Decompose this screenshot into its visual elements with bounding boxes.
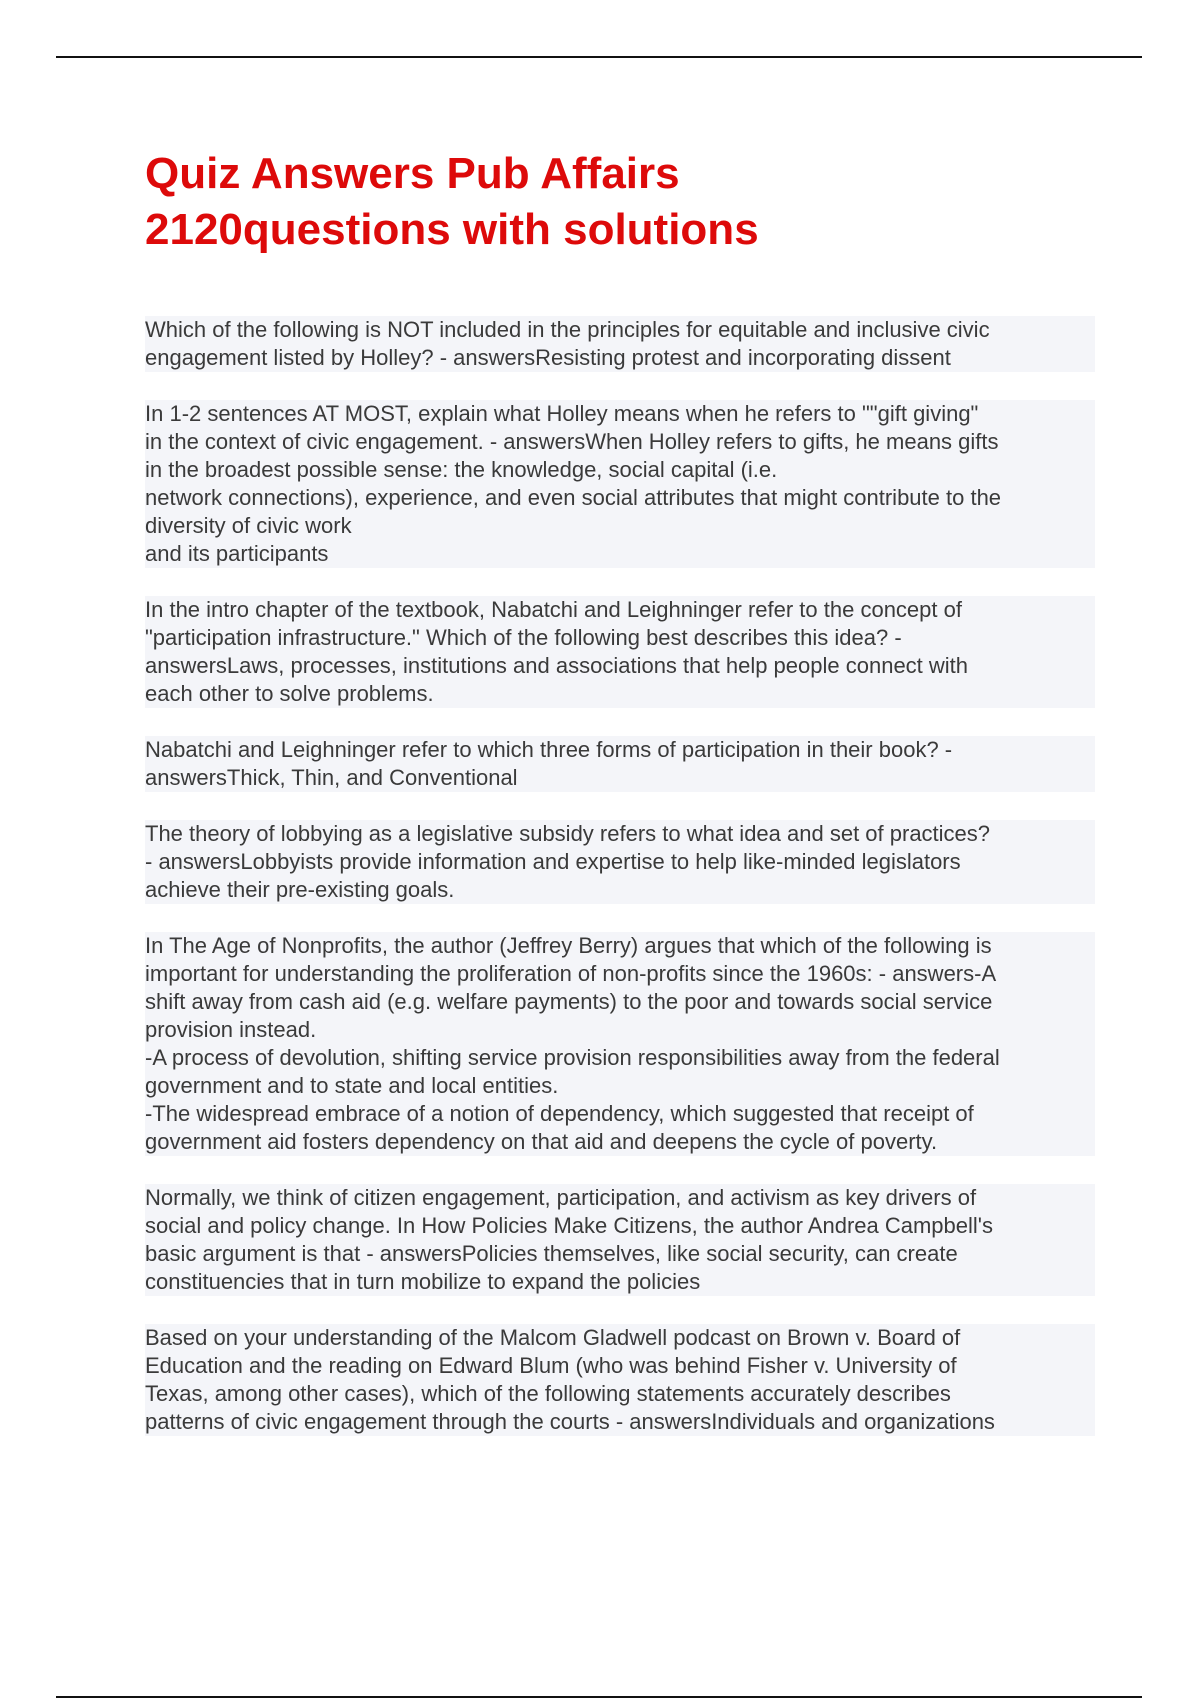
qa-list — [145, 316, 1095, 1436]
qa-line: government and to state and local entities. — [145, 1072, 1095, 1100]
qa-line: achieve their pre-existing goals. — [145, 876, 1095, 904]
qa-line: network connections), experience, and even social attributes that might contribute to the — [145, 484, 1095, 512]
qa-line: "participation infrastructure." Which of the following best describes this idea? - — [145, 624, 1095, 652]
qa-line: Which of the following is NOT included in the principles for equitable and inclusive civic — [145, 316, 1095, 344]
qa-line: In the intro chapter of the textbook, Nabatchi and Leighninger refer to the concept of — [145, 596, 1095, 624]
qa-line: Normally, we think of citizen engagement, participation, and activism as key drivers of — [145, 1184, 1095, 1212]
qa-item — [145, 596, 1095, 708]
qa-line: answersLaws, processes, institutions and associations that help people connect with — [145, 652, 1095, 680]
qa-line: shift away from cash aid (e.g. welfare payments) to the poor and towards social service — [145, 988, 1095, 1016]
qa-item — [145, 1324, 1095, 1436]
qa-line: in the context of civic engagement. - answersWhen Holley refers to gifts, he means gifts — [145, 428, 1095, 456]
qa-line: provision instead. — [145, 1016, 1095, 1044]
qa-line: Nabatchi and Leighninger refer to which three forms of participation in their book? - — [145, 736, 1095, 764]
qa-item — [145, 820, 1095, 904]
qa-line: In 1-2 sentences AT MOST, explain what Holley means when he refers to ""gift giving" — [145, 400, 1095, 428]
document-title — [145, 146, 1095, 258]
qa-line: and its participants — [145, 540, 1095, 568]
qa-line: diversity of civic work — [145, 512, 1095, 540]
qa-line: -A process of devolution, shifting service provision responsibilities away from the federal — [145, 1044, 1095, 1072]
qa-line: social and policy change. In How Policies Make Citizens, the author Andrea Campbell's — [145, 1212, 1095, 1240]
qa-line: patterns of civic engagement through the courts - answersIndividuals and organizations — [145, 1408, 1095, 1436]
qa-line: in the broadest possible sense: the knowledge, social capital (i.e. — [145, 456, 1095, 484]
qa-item — [145, 736, 1095, 792]
qa-line: In The Age of Nonprofits, the author (Jeffrey Berry) argues that which of the following is — [145, 932, 1095, 960]
qa-item — [145, 1184, 1095, 1296]
title-line: 2120questions with solutions — [145, 205, 759, 254]
qa-line: Education and the reading on Edward Blum (who was behind Fisher v. University of — [145, 1352, 1095, 1380]
qa-line: engagement listed by Holley? - answersResisting protest and incorporating dissent — [145, 344, 1095, 372]
qa-line: The theory of lobbying as a legislative subsidy refers to what idea and set of practices? — [145, 820, 1095, 848]
top-rule — [56, 56, 1142, 58]
qa-line: important for understanding the proliferation of non-profits since the 1960s: - answers-A — [145, 960, 1095, 988]
title-line: Quiz Answers Pub Affairs — [145, 149, 680, 198]
qa-line: - answersLobbyists provide information and expertise to help like-minded legislators — [145, 848, 1095, 876]
qa-item — [145, 400, 1095, 568]
bottom-rule — [56, 1696, 1142, 1698]
qa-line: government aid fosters dependency on that aid and deepens the cycle of poverty. — [145, 1128, 1095, 1156]
qa-item — [145, 932, 1095, 1156]
document-page — [145, 146, 1095, 1464]
qa-line: each other to solve problems. — [145, 680, 1095, 708]
qa-line: constituencies that in turn mobilize to expand the policies — [145, 1268, 1095, 1296]
qa-line: answersThick, Thin, and Conventional — [145, 764, 1095, 792]
qa-item — [145, 316, 1095, 372]
qa-line: Based on your understanding of the Malcom Gladwell podcast on Brown v. Board of — [145, 1324, 1095, 1352]
qa-line: -The widespread embrace of a notion of dependency, which suggested that receipt of — [145, 1100, 1095, 1128]
qa-line: Texas, among other cases), which of the following statements accurately describes — [145, 1380, 1095, 1408]
qa-line: basic argument is that - answersPolicies themselves, like social security, can create — [145, 1240, 1095, 1268]
